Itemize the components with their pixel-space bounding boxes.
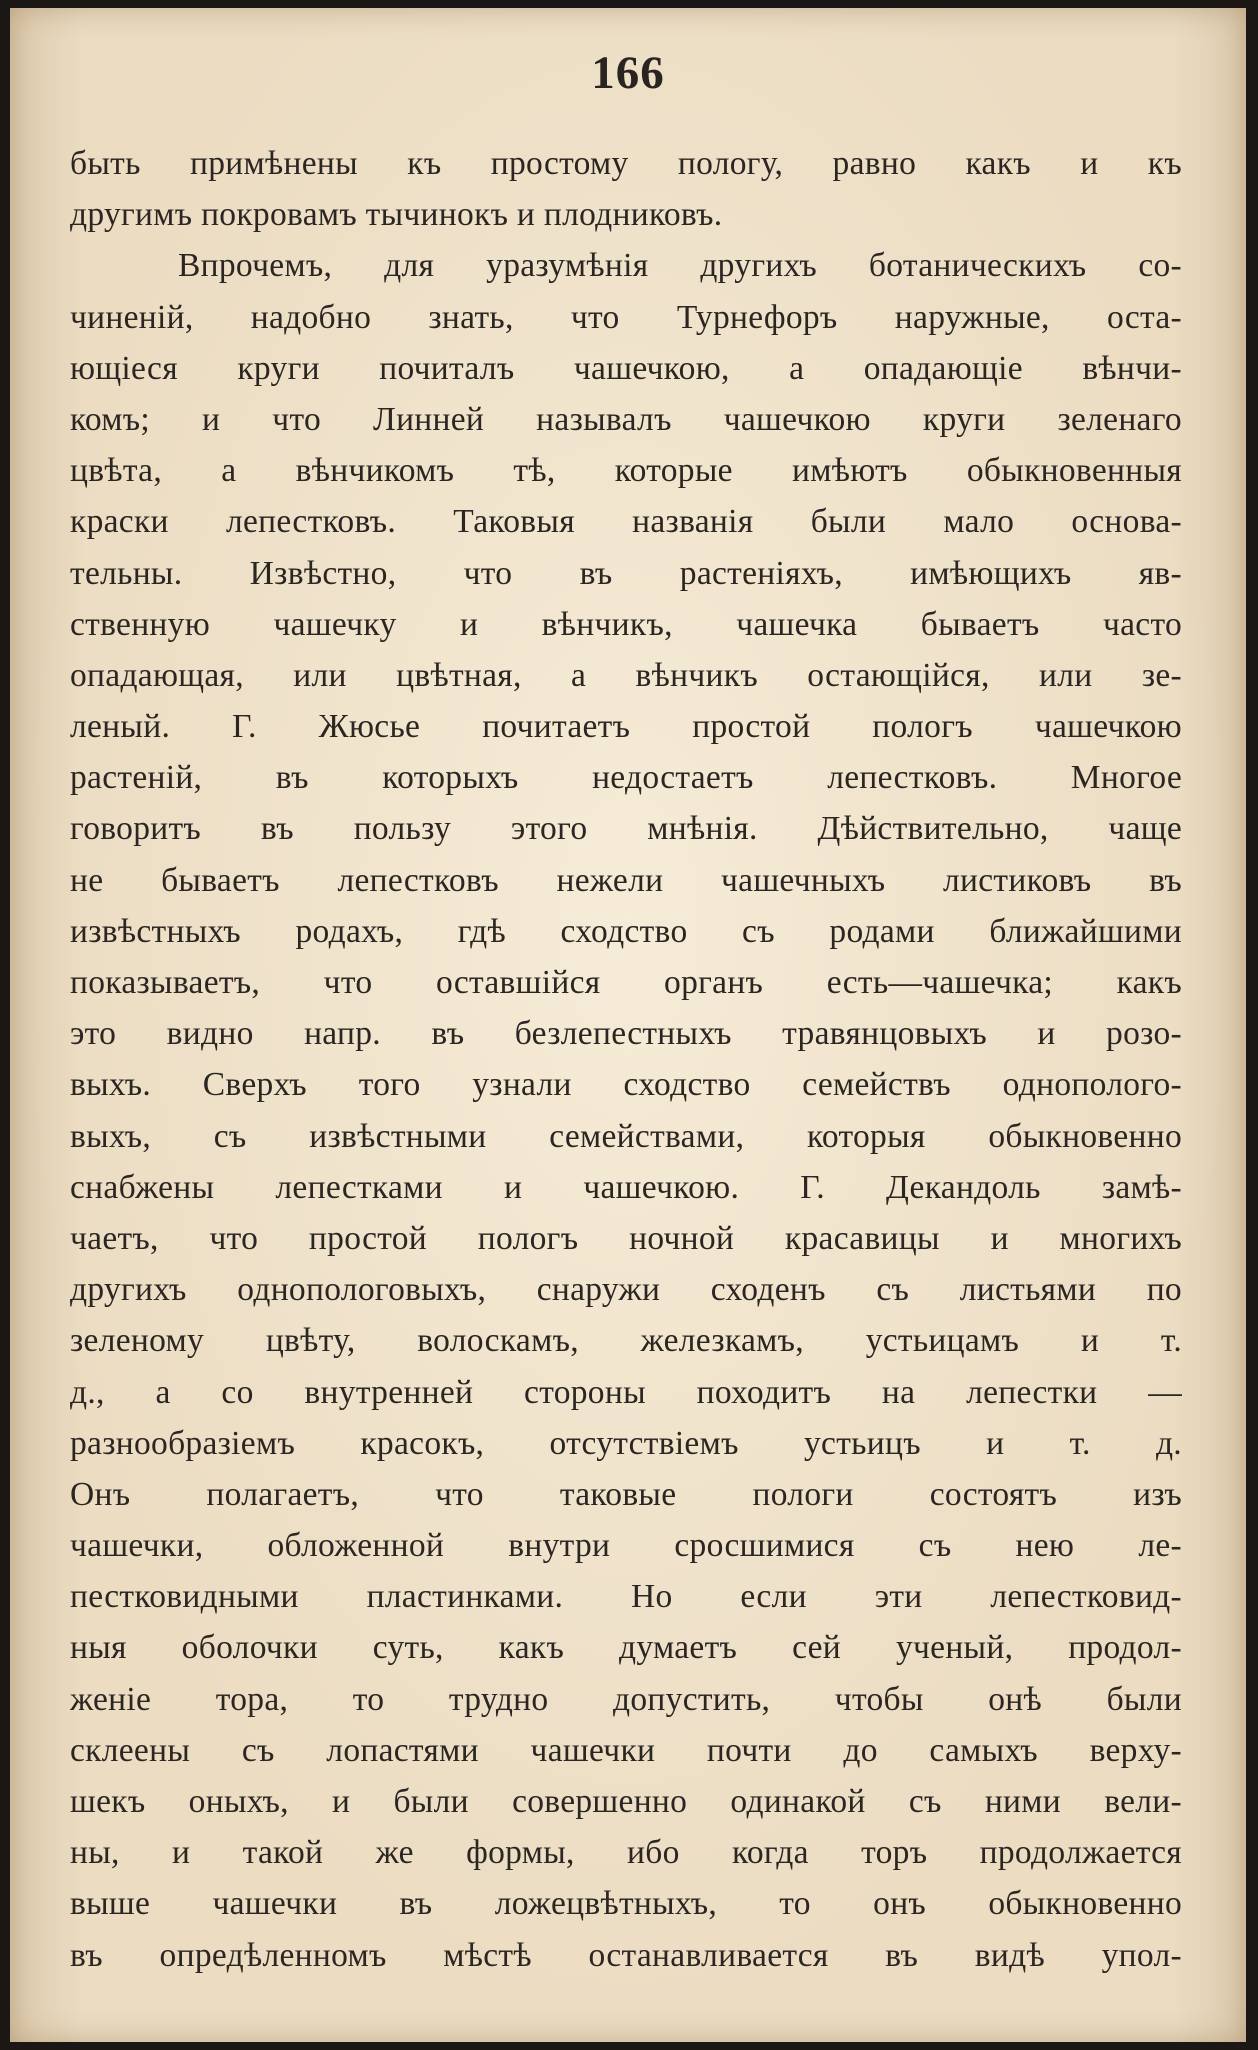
text-line: ственную чашечку и вѣнчикъ, чашечка бываетъ часто — [70, 605, 1182, 643]
text-line: пестковидными пластинками. Но если эти лепестковид- — [70, 1578, 1182, 1616]
text-line: ныя оболочки суть, какъ думаетъ сей ученый, продол- — [70, 1629, 1182, 1667]
text-line: женіе тора, то трудно допустить, чтобы онѣ были — [70, 1680, 1182, 1718]
body-text — [70, 138, 1182, 1981]
text-line: чаетъ, что простой пологъ ночной красавицы и многихъ — [70, 1219, 1182, 1257]
text-line: цвѣта, а вѣнчикомъ тѣ, которые имѣютъ обыкновенныя — [70, 452, 1182, 490]
text-line: разнообразіемъ красокъ, отсутствіемъ устьицъ и т. д. — [70, 1424, 1182, 1462]
text-line: д., а со внутренней стороны походитъ на лепестки — — [70, 1373, 1182, 1411]
text-line: снабжены лепестками и чашечкою. Г. Декандоль замѣ- — [70, 1168, 1182, 1206]
text-line: склеены съ лопастями чашечки почти до самыхъ верху- — [70, 1731, 1182, 1769]
text-line: другимъ покровамъ тычинокъ и плодниковъ. — [70, 196, 723, 234]
text-line: леный. Г. Жюсье почитаетъ простой пологъ чашечкою — [70, 708, 1182, 746]
text-line: не бываетъ лепестковъ нежели чашечныхъ листиковъ въ — [70, 861, 1182, 899]
text-line: выхъ. Сверхъ того узнали сходство семействъ однополого- — [70, 1066, 1182, 1104]
text-line: быть примѣнены къ простому пологу, равно какъ и къ — [70, 145, 1182, 182]
text-line: тельны. Извѣстно, что въ растеніяхъ, имѣющихъ яв- — [70, 554, 1182, 592]
text-line: комъ; и что Линней называлъ чашечкою круги зеленаго — [70, 400, 1182, 438]
text-line: въ опредѣленномъ мѣстѣ останавливается въ видѣ упол- — [70, 1936, 1182, 1974]
text-line: другихъ однопологовыхъ, снаружи сходенъ съ листьями по — [70, 1271, 1182, 1309]
text-line: краски лепестковъ. Таковыя названія были мало основа- — [70, 503, 1182, 541]
text-line: шекъ оныхъ, и были совершенно одинакой съ ними вели- — [70, 1783, 1182, 1820]
book-page — [10, 8, 1246, 2042]
text-line: это видно напр. въ безлепестныхъ травянцовыхъ и розо- — [70, 1015, 1182, 1053]
text-line: ющіеся круги почиталъ чашечкою, а опадающіе вѣнчи- — [70, 349, 1182, 387]
text-line: выхъ, съ извѣстными семействами, которыя обыкновенно — [70, 1117, 1182, 1155]
text-line: Онъ полагаетъ, что таковые пологи состоятъ изъ — [70, 1475, 1182, 1513]
text-line: растеній, въ которыхъ недостаетъ лепестковъ. Многое — [70, 759, 1182, 797]
text-line: опадающая, или цвѣтная, а вѣнчикъ остающійся, или зе- — [70, 656, 1182, 694]
text-line: чиненій, надобно знать, что Турнефоръ наружные, оста- — [70, 298, 1182, 336]
text-line: показываетъ, что оставшійся органъ есть—чашечка; какъ — [70, 964, 1182, 1001]
text-line: выше чашечки въ ложецвѣтныхъ, то онъ обыкновенно — [70, 1885, 1182, 1923]
page-number: 166 — [591, 47, 665, 99]
text-line: извѣстныхъ родахъ, гдѣ сходство съ родами ближайшими — [70, 912, 1182, 950]
text-line: зеленому цвѣту, волоскамъ, железкамъ, устьицамъ и т. — [70, 1322, 1182, 1360]
text-line: ны, и такой же формы, ибо когда торъ продолжается — [70, 1834, 1182, 1872]
text-line: Впрочемъ, для уразумѣнія другихъ ботаническихъ со- — [178, 247, 1182, 285]
text-line: чашечки, обложенной внутри сросшимися съ нею ле- — [70, 1527, 1182, 1565]
text-line: говоритъ въ пользу этого мнѣнія. Дѣйствительно, чаще — [70, 810, 1182, 848]
